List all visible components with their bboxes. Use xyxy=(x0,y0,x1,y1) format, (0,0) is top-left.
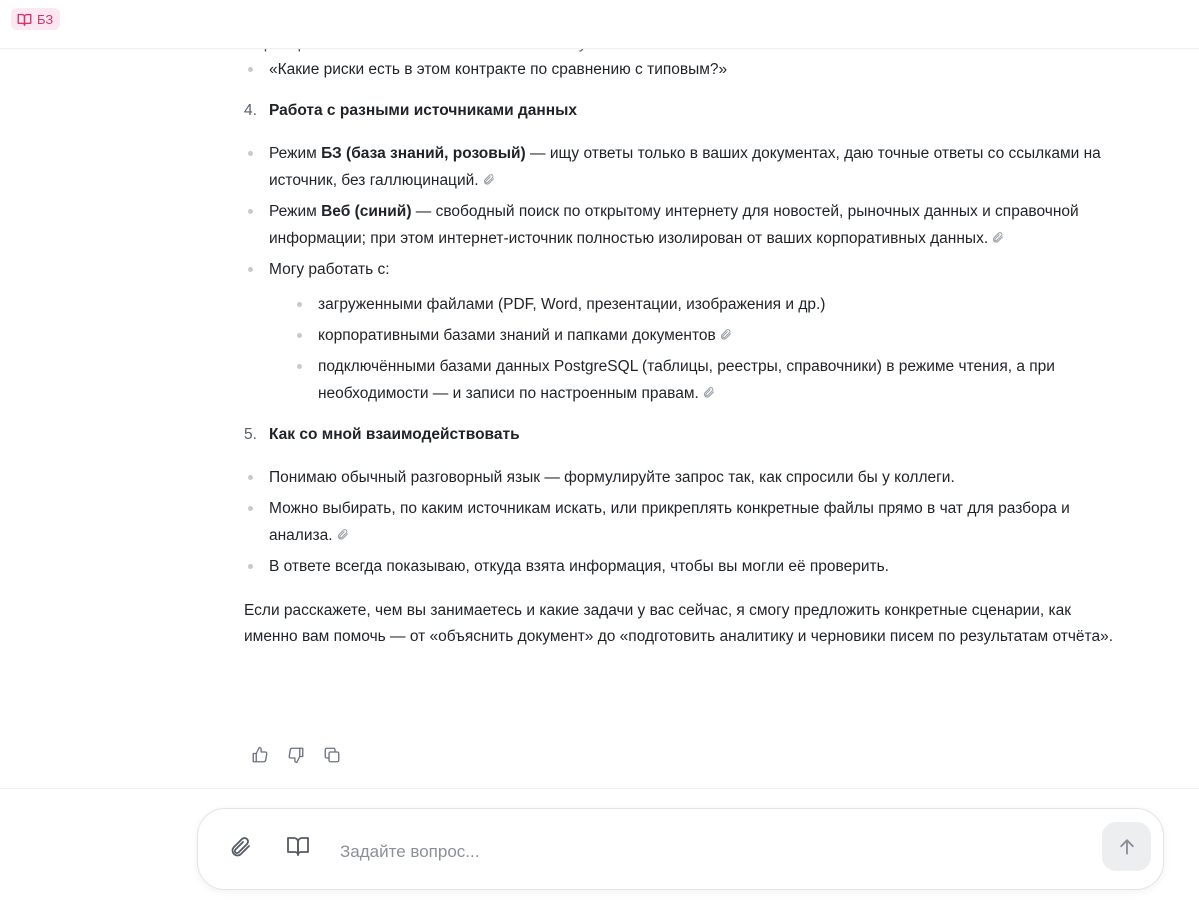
top-bullet-list xyxy=(244,56,1114,83)
sub-list-item xyxy=(293,353,1114,407)
question-input[interactable] xyxy=(338,837,1082,867)
list-item xyxy=(244,495,1114,549)
text-segment: Могу работать с: xyxy=(269,261,390,278)
section5-list xyxy=(244,464,1114,580)
knowledge-base-toggle[interactable] xyxy=(284,832,312,860)
thumbs-down-icon[interactable] xyxy=(286,745,306,765)
attach-button[interactable] xyxy=(226,833,254,861)
arrow-up-icon xyxy=(1117,837,1137,857)
section-number: 5. xyxy=(244,426,257,443)
text-segment: подключёнными базами данных PostgreSQL (таблицы, реестры, справочники) в режиме чтения, а при необходимости — и записи по настроенным правам. xyxy=(318,358,1055,402)
section-title: Как со мной взаимодействовать xyxy=(269,426,520,443)
bold-text: Веб (синий) xyxy=(321,203,412,220)
list-item xyxy=(244,198,1114,252)
book-icon xyxy=(17,12,32,27)
section-title: Работа с разными источниками данных xyxy=(269,102,577,119)
book-icon xyxy=(286,834,310,858)
section-number: 4. xyxy=(244,102,257,119)
copy-icon[interactable] xyxy=(322,745,342,765)
sub-list-item: загруженными файлами (PDF, Word, презентации, изображения и др.) xyxy=(293,291,1114,318)
message-actions xyxy=(250,745,342,765)
assistant-message xyxy=(244,30,1114,650)
text-segment: Режим xyxy=(269,203,322,220)
source-clip-icon[interactable] xyxy=(482,168,495,181)
list-item: В ответе всегда показываю, откуда взята информация, чтобы вы могли её проверить. xyxy=(244,553,1114,580)
closing-paragraph: Если расскажете, чем вы занимаетесь и какие задачи у вас сейчас, я смогу предложить конкретные сценарии, как именно вам помочь — от «объяснить документ» до «подготовить аналитику и черновики писем по результатам отчёта». xyxy=(244,602,1114,645)
kb-badge-label: БЗ xyxy=(37,11,54,27)
section-heading xyxy=(244,97,1114,124)
thumbs-up-icon[interactable] xyxy=(250,745,270,765)
send-button[interactable] xyxy=(1102,822,1151,871)
text-segment: корпоративными базами знаний и папками документов xyxy=(318,327,716,344)
top-bar xyxy=(0,0,1199,49)
list-item xyxy=(244,256,1114,407)
text-segment: — ищу ответы только в ваших документах, даю точные ответы со ссылками на источник, без галлюцинаций. xyxy=(269,145,1101,189)
section4-list xyxy=(244,140,1114,407)
text-segment: Можно выбирать, по каким источникам искать, или прикреплять конкретные файлы прямо в чат для разбора и анализа. xyxy=(269,500,1070,544)
bold-text: БЗ (база знаний, розовый) xyxy=(321,145,526,162)
kb-mode-badge[interactable] xyxy=(11,8,60,30)
text-segment: Режим xyxy=(269,145,322,162)
list-item: Понимаю обычный разговорный язык — формулируйте запрос так, как спросили бы у коллеги. xyxy=(244,464,1114,491)
source-clip-icon[interactable] xyxy=(702,381,715,394)
composer xyxy=(197,808,1164,890)
source-clip-icon[interactable] xyxy=(991,226,1004,239)
text-segment: — свободный поиск по открытому интернету для новостей, рыночных данных и справочной информации; при этом интернет-источник полностью изолирован от ваших корпоративных данных. xyxy=(269,203,1079,247)
source-clip-icon[interactable] xyxy=(336,523,349,536)
sub-list-item xyxy=(293,322,1114,349)
section-heading xyxy=(244,421,1114,448)
list-item xyxy=(244,140,1114,194)
paperclip-icon xyxy=(228,835,252,859)
source-clip-icon[interactable] xyxy=(719,323,732,336)
list-item: «Какие риски есть в этом контракте по сравнению с типовым?» xyxy=(244,56,1114,83)
sub-list xyxy=(269,291,1114,407)
